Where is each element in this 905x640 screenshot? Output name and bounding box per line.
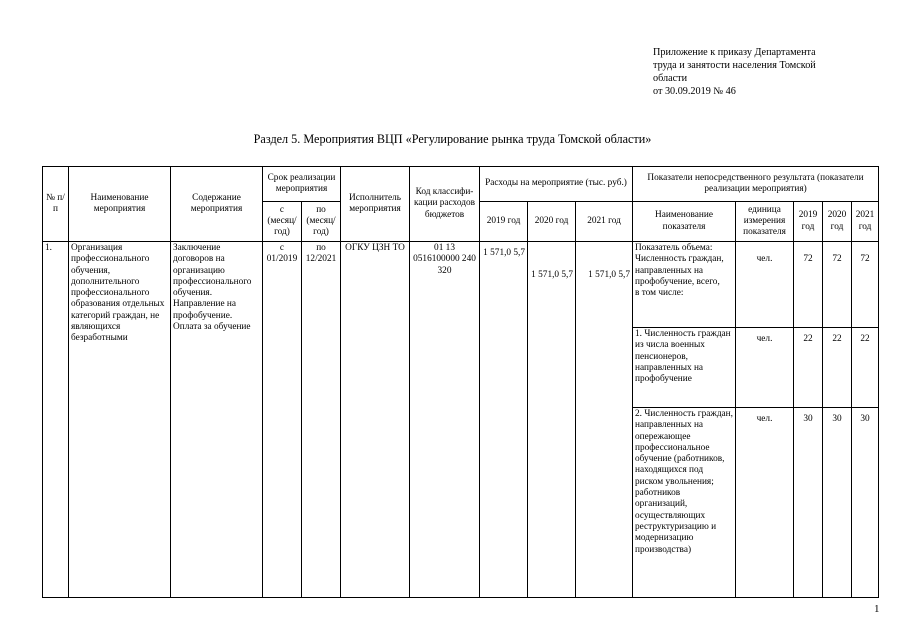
table-row — [43, 242, 879, 328]
indicator-unit: чел. — [736, 328, 794, 408]
header-ind-2020: 2020 год — [823, 202, 852, 242]
row-content: Заключение договоров на организацию профессионального обучения. Направление на профобучение. Оплата за обучение — [171, 242, 263, 598]
indicator-2020: 72 — [823, 242, 852, 328]
indicator-2020: 30 — [823, 408, 852, 598]
row-name: Организация профессионального обучения, дополнительного профессионального образования отдельных категорий граждан, не являющихся безработными — [69, 242, 171, 598]
row-exp-2021: 1 571,0 5,7 — [576, 242, 633, 598]
header-code: Код классифи-кации расходов бюджетов — [410, 167, 480, 242]
header-exp-2021: 2021 год — [576, 202, 633, 242]
header-term: Срок реализации мероприятия — [263, 167, 341, 202]
section-title: Раздел 5. Мероприятия ВЦП «Регулирование рынка труда Томской области» — [253, 132, 652, 146]
header-ind-name: Наименование показателя — [633, 202, 736, 242]
header-ind-2021: 2021 год — [852, 202, 879, 242]
indicator-2021: 72 — [852, 242, 879, 328]
header-ind-2019: 2019 год — [794, 202, 823, 242]
row-exp-2019: 1 571,0 5,7 — [480, 242, 528, 598]
page-number: 1 — [874, 603, 880, 615]
row-term-to: по 12/2021 — [302, 242, 341, 598]
appendix-line: труда и занятости населения Томской — [653, 60, 816, 71]
appendix-line: области — [653, 73, 688, 84]
row-code: 01 13 0516100000 240 320 — [410, 242, 480, 598]
header-row-1 — [43, 167, 879, 202]
header-executor: Исполнитель мероприятия — [341, 167, 410, 242]
header-term-to: по (месяц/ год) — [302, 202, 341, 242]
indicator-2019: 30 — [794, 408, 823, 598]
indicator-2021: 22 — [852, 328, 879, 408]
indicator-2021: 30 — [852, 408, 879, 598]
indicator-2020: 22 — [823, 328, 852, 408]
header-ind-unit: единица измерения показателя — [736, 202, 794, 242]
header-name: Наименование мероприятия — [69, 167, 171, 242]
header-indicators: Показатели непосредственного результата (показатели реализации мероприятия) — [633, 167, 879, 202]
header-expenses: Расходы на мероприятие (тыс. руб.) — [480, 167, 633, 202]
row-executor: ОГКУ ЦЗН ТО — [341, 242, 410, 598]
row-num: 1. — [43, 242, 69, 598]
appendix-line: от 30.09.2019 № 46 — [653, 86, 736, 97]
indicator-unit: чел. — [736, 242, 794, 328]
indicator-name: Показатель объема: Численность граждан, направленных на профобучение, всего, в том числе: — [633, 242, 736, 328]
indicator-unit: чел. — [736, 408, 794, 598]
header-term-from: с (месяц/ год) — [263, 202, 302, 242]
measures-table — [42, 166, 879, 598]
appendix-note — [653, 46, 873, 98]
appendix-line: Приложение к приказу Департамента — [653, 47, 816, 58]
indicator-2019: 72 — [794, 242, 823, 328]
indicator-name: 2. Численность граждан, направленных на опережающее профессиональное обучение (работников, находящихся под риском увольнения; работников организаций, осуществляющих реструктуризацию и модернизацию производства) — [633, 408, 736, 598]
header-num: № п/п — [43, 167, 69, 242]
header-exp-2020: 2020 год — [528, 202, 576, 242]
indicator-2019: 22 — [794, 328, 823, 408]
header-content: Содержание мероприятия — [171, 167, 263, 242]
header-exp-2019: 2019 год — [480, 202, 528, 242]
row-exp-2020: 1 571,0 5,7 — [528, 242, 576, 598]
row-term-from: с 01/2019 — [263, 242, 302, 598]
indicator-name: 1. Численность граждан из числа военных пенсионеров, направленных на профобучение — [633, 328, 736, 408]
